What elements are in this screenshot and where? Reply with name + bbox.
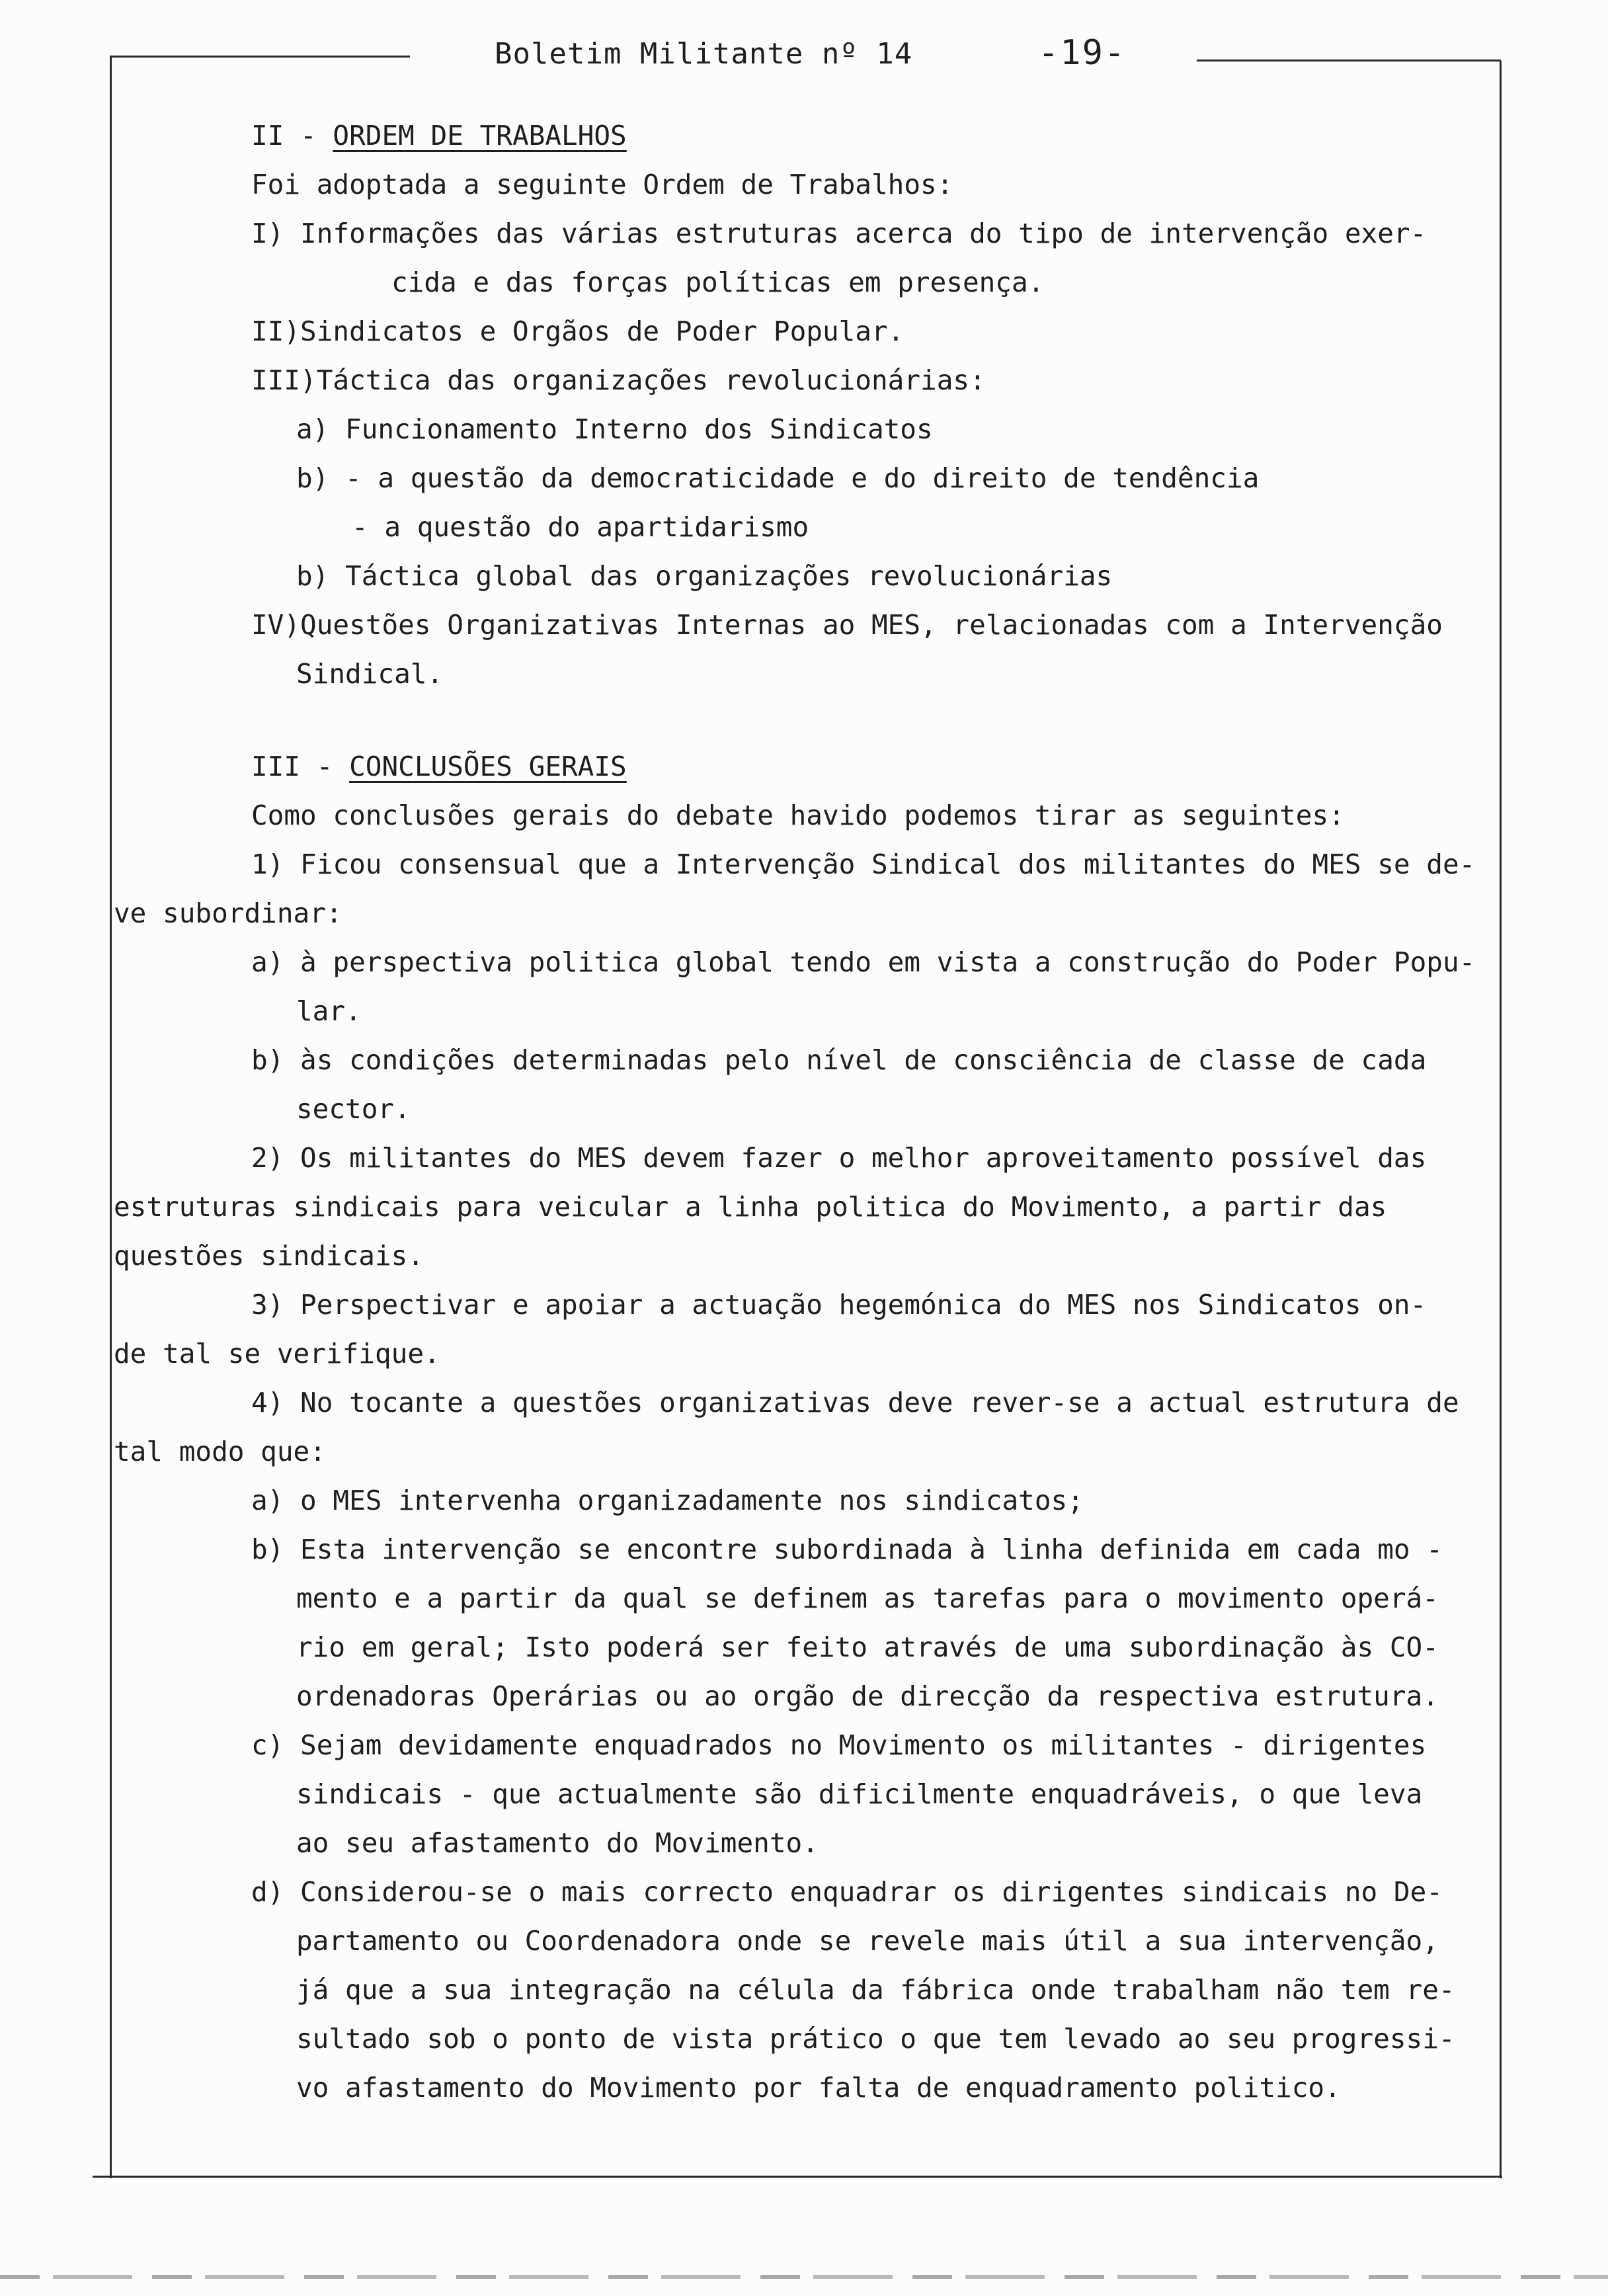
- text-line: já que a sua integração na célula da fábrica onde trabalham não tem re-: [296, 1974, 1455, 2006]
- text-line: III)Táctica das organizações revolucionárias:: [251, 364, 986, 396]
- text-line: cida e das forças políticas em presença.: [391, 266, 1045, 298]
- text-line: lar.: [296, 995, 362, 1027]
- text-line: IV)Questões Organizativas Internas ao MES, relacionadas com a Intervenção: [251, 609, 1443, 641]
- text-line: sindicais - que actualmente são dificilmente enquadráveis, o que leva: [296, 1778, 1423, 1810]
- text-line: sultado sob o ponto de vista prático o que tem levado ao seu progressi-: [296, 2023, 1455, 2055]
- text-line: a) o MES intervenha organizadamente nos sindicatos;: [251, 1485, 1084, 1516]
- text-line: II)Sindicatos e Orgãos de Poder Popular.: [251, 315, 904, 347]
- text-line: 3) Perspectivar e apoiar a actuação hegemónica do MES nos Sindicatos on-: [251, 1289, 1427, 1321]
- text-line: 4) No tocante a questões organizativas deve rever-se a actual estrutura de: [251, 1387, 1459, 1418]
- text-line: questões sindicais.: [114, 1240, 424, 1272]
- text-line: rio em geral; Isto poderá ser feito através de uma subordinação às CO-: [296, 1631, 1439, 1663]
- text-line: 1) Ficou consensual que a Intervenção Sindical dos militantes do MES se de-: [251, 848, 1476, 880]
- frame-left-rule: [110, 56, 112, 2178]
- text-line: 2) Os militantes do MES devem fazer o melhor aproveitamento possível das: [251, 1142, 1427, 1174]
- bulletin-title: Boletim Militante nº 14: [495, 37, 913, 71]
- text-line: ordenadoras Operárias ou ao orgão de direcção da respectiva estrutura.: [296, 1680, 1439, 1712]
- text-line: b) Esta intervenção se encontre subordinada à linha definida em cada mo -: [251, 1534, 1443, 1565]
- text-line: b) - a questão da democraticidade e do direito de tendência: [296, 462, 1260, 494]
- frame-right-rule: [1500, 61, 1502, 2178]
- text-line: c) Sejam devidamente enquadrados no Movimento os militantes - dirigentes: [251, 1729, 1427, 1761]
- text-line: Sindical.: [296, 658, 444, 690]
- text-line: d) Considerou-se o mais correcto enquadrar os dirigentes sindicais no De-: [251, 1876, 1443, 1908]
- text-line: ao seu afastamento do Movimento.: [296, 1827, 819, 1859]
- text-line: tal modo que:: [114, 1436, 326, 1467]
- text-line: mento e a partir da qual se definem as tarefas para o movimento operá-: [296, 1582, 1439, 1614]
- text-line: Como conclusões gerais do debate havido podemos tirar as seguintes:: [251, 800, 1345, 831]
- frame-bottom-rule: [93, 2176, 1502, 2178]
- page-number: -19-: [1038, 33, 1127, 73]
- text-line: partamento ou Coordenadora onde se revele mais útil a sua intervenção,: [296, 1925, 1439, 1957]
- text-line: b) às condições determinadas pelo nível de consciência de classe de cada: [251, 1044, 1427, 1076]
- page-header: [0, 28, 1608, 74]
- text-line: ve subordinar:: [114, 897, 342, 929]
- text-line: de tal se verifique.: [114, 1338, 440, 1370]
- section-heading: II - ORDEM DE TRABALHOS: [251, 120, 627, 151]
- text-line: b) Táctica global das organizações revolucionárias: [296, 560, 1113, 592]
- text-line: - a questão do apartidarismo: [352, 511, 809, 543]
- text-line: a) Funcionamento Interno dos Sindicatos: [296, 413, 933, 445]
- section-heading: III - CONCLUSÕES GERAIS: [251, 751, 627, 782]
- text-line: I) Informações das várias estruturas acerca do tipo de intervenção exer-: [251, 218, 1427, 249]
- text-line: a) à perspectiva politica global tendo em vista a construção do Poder Popu-: [251, 946, 1476, 978]
- text-line: estruturas sindicais para veicular a linha politica do Movimento, a partir das: [114, 1191, 1387, 1223]
- text-line: Foi adoptada a seguinte Ordem de Trabalhos:: [251, 169, 953, 200]
- section-gap: [114, 698, 1469, 742]
- text-line: vo afastamento do Movimento por falta de enquadramento politico.: [296, 2072, 1341, 2104]
- text-line: sector.: [296, 1093, 411, 1125]
- document-body: [114, 111, 1476, 2112]
- scan-edge-artifact: [0, 2275, 1608, 2279]
